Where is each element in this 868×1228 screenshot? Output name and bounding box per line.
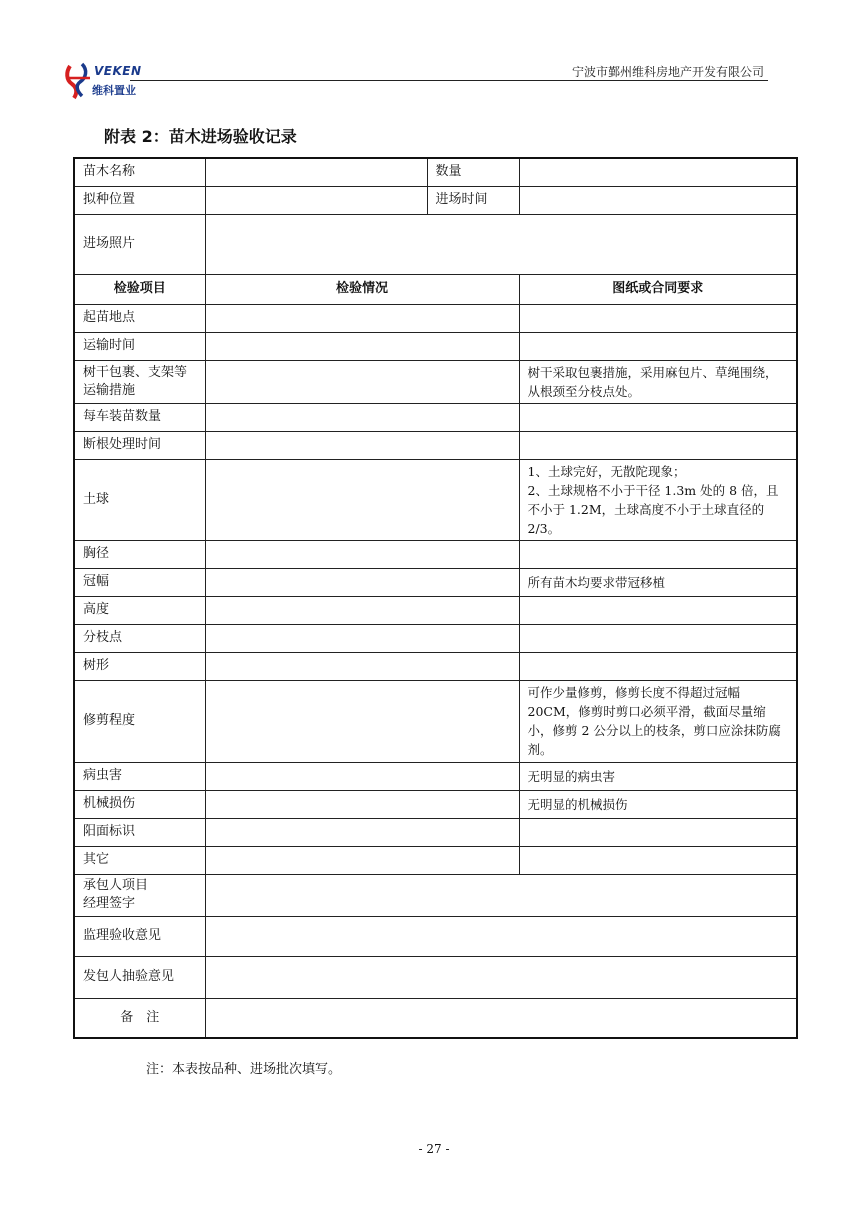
inspection-status-field[interactable] (205, 360, 519, 403)
info-row-name (74, 158, 797, 186)
info-row-location (74, 186, 797, 214)
inspection-item-label: 冠幅 (74, 568, 205, 596)
logo-text: VEKEN (94, 64, 142, 78)
requirement-text (519, 540, 797, 568)
inspection-item-label: 树干包裹、支架等运输措施 (74, 360, 205, 403)
table-row (74, 304, 797, 332)
requirement-text: 可作少量修剪，修剪长度不得超过冠幅 20CM，修剪时剪口必须平滑，截面尽量缩小，修剪 2 公分以上的枝条，剪口应涂抹防腐剂。 (519, 680, 797, 762)
veken-logo-icon (64, 58, 94, 102)
inspection-item-label: 病虫害 (74, 762, 205, 790)
info-row-photo (74, 214, 797, 274)
inspection-status-field[interactable] (205, 680, 519, 762)
acceptance-record-table (73, 157, 798, 1039)
table-row (74, 762, 797, 790)
requirement-text (519, 652, 797, 680)
inspection-item-label: 起苗地点 (74, 304, 205, 332)
name-field[interactable] (205, 158, 427, 186)
requirement-text (519, 596, 797, 624)
table-row (74, 818, 797, 846)
inspection-item-label: 高度 (74, 596, 205, 624)
column-header-requirement: 图纸或合同要求 (519, 274, 797, 304)
inspection-item-label: 断根处理时间 (74, 431, 205, 459)
table-row (74, 652, 797, 680)
location-field[interactable] (205, 186, 427, 214)
logo-subtext: 维科置业 (92, 84, 136, 97)
inspection-status-field[interactable] (205, 540, 519, 568)
inspection-status-field[interactable] (205, 403, 519, 431)
inspection-item-label: 树形 (74, 652, 205, 680)
contractor-signature-label: 承包人项目 经理签字 (74, 874, 205, 916)
header-divider (130, 80, 768, 81)
table-row (74, 360, 797, 403)
inspection-status-field[interactable] (205, 624, 519, 652)
supervisor-opinion-label: 监理验收意见 (74, 916, 205, 956)
inspection-status-field[interactable] (205, 332, 519, 360)
company-logo (64, 58, 144, 104)
requirement-text (519, 624, 797, 652)
table-row (74, 790, 797, 818)
column-header-status: 检验情况 (205, 274, 519, 304)
inspection-item-label: 每车装苗数量 (74, 403, 205, 431)
table-row (74, 403, 797, 431)
quantity-label: 数量 (427, 158, 519, 186)
page-title: 附表 2：苗木进场验收记录 (104, 127, 297, 146)
contractor-signature-field[interactable] (205, 874, 797, 916)
signoff-row-remark (74, 998, 797, 1038)
page-number: - 27 - (418, 1142, 450, 1156)
inspection-status-field[interactable] (205, 568, 519, 596)
inspection-status-field[interactable] (205, 431, 519, 459)
supervisor-opinion-field[interactable] (205, 916, 797, 956)
quantity-field[interactable] (519, 158, 797, 186)
table-row (74, 596, 797, 624)
inspection-item-label: 其它 (74, 846, 205, 874)
inspection-item-label: 胸径 (74, 540, 205, 568)
requirement-text: 无明显的病虫害 (519, 762, 797, 790)
table-row (74, 624, 797, 652)
requirement-text (519, 332, 797, 360)
requirement-text: 树干采取包裹措施，采用麻包片、草绳围绕，从根颈至分枝点处。 (519, 360, 797, 403)
table-note: 注：本表按品种、进场批次填写。 (146, 1062, 342, 1077)
requirement-text (519, 431, 797, 459)
owner-opinion-field[interactable] (205, 956, 797, 998)
photo-label: 进场照片 (74, 214, 205, 274)
table-row (74, 459, 797, 540)
requirement-text: 1、土球完好，无散陀现象； 2、土球规格不小于干径 1.3m 处的 8 倍，且不小于 1.2M，土球高度不小于土球直径的 2/3。 (519, 459, 797, 540)
table-row (74, 332, 797, 360)
inspection-item-label: 运输时间 (74, 332, 205, 360)
column-header-row (74, 274, 797, 304)
requirement-text (519, 304, 797, 332)
requirement-text: 所有苗木均要求带冠移植 (519, 568, 797, 596)
inspection-status-field[interactable] (205, 790, 519, 818)
inspection-status-field[interactable] (205, 818, 519, 846)
column-header-item: 检验项目 (74, 274, 205, 304)
location-label: 拟种位置 (74, 186, 205, 214)
inspection-item-label: 机械损伤 (74, 790, 205, 818)
inspection-item-label: 分枝点 (74, 624, 205, 652)
table-row (74, 680, 797, 762)
inspection-item-label: 土球 (74, 459, 205, 540)
requirement-text (519, 403, 797, 431)
requirement-text: 无明显的机械损伤 (519, 790, 797, 818)
name-label: 苗木名称 (74, 158, 205, 186)
remark-label: 备 注 (74, 998, 205, 1038)
table-row (74, 431, 797, 459)
photo-field[interactable] (205, 214, 797, 274)
table-row (74, 540, 797, 568)
inspection-status-field[interactable] (205, 846, 519, 874)
entry-time-field[interactable] (519, 186, 797, 214)
table-row (74, 846, 797, 874)
entry-time-label: 进场时间 (427, 186, 519, 214)
requirement-text (519, 846, 797, 874)
inspection-status-field[interactable] (205, 304, 519, 332)
inspection-status-field[interactable] (205, 652, 519, 680)
table-row (74, 568, 797, 596)
signoff-row-supervisor (74, 916, 797, 956)
requirement-text (519, 818, 797, 846)
signoff-row-contractor (74, 874, 797, 916)
inspection-status-field[interactable] (205, 459, 519, 540)
inspection-item-label: 阳面标识 (74, 818, 205, 846)
remark-field[interactable] (205, 998, 797, 1038)
inspection-item-label: 修剪程度 (74, 680, 205, 762)
inspection-status-field[interactable] (205, 762, 519, 790)
inspection-status-field[interactable] (205, 596, 519, 624)
signoff-row-owner (74, 956, 797, 998)
owner-opinion-label: 发包人抽验意见 (74, 956, 205, 998)
header-company-name: 宁波市鄞州维科房地产开发有限公司 (571, 65, 764, 79)
